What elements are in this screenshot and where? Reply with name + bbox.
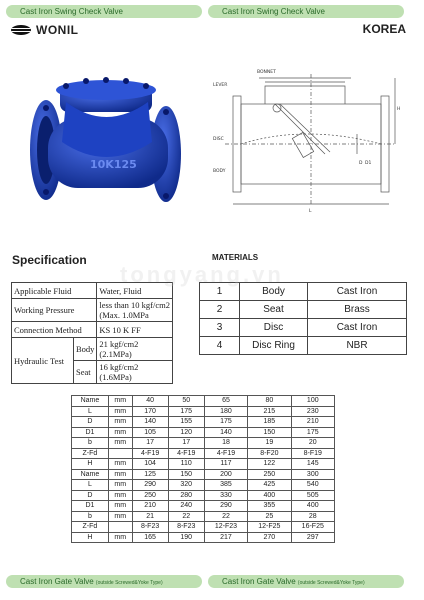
footer-tab-right: [208, 575, 404, 588]
dimensions-cell: Name: [72, 469, 109, 480]
dimensions-cell: 300: [291, 469, 334, 480]
spec-row-connection: [12, 322, 173, 338]
dimensions-cell: 165: [132, 532, 168, 543]
footer-tab-right-sub: (outside Screwed&Yoke Type): [297, 580, 365, 586]
dimensions-cell: mm: [108, 438, 132, 449]
dimensions-row: [72, 490, 335, 501]
dimensions-cell: 400: [291, 501, 334, 512]
spec-row-pressure: [12, 299, 173, 322]
valve-photo: [26, 72, 186, 212]
dimensions-cell: 355: [248, 501, 291, 512]
dimensions-cell: H: [72, 532, 109, 543]
materials-cell-part: Disc Ring: [240, 337, 308, 355]
dimensions-cell: 215: [248, 406, 291, 417]
dimensions-cell: 290: [204, 501, 247, 512]
brand-logo: [11, 23, 79, 37]
spec-cell: 16 kgf/cm2 (1.6MPa): [97, 361, 173, 384]
watermark: tongyang.vn: [120, 262, 284, 287]
dimensions-row: [72, 438, 335, 449]
dimensions-cell: 22: [204, 511, 247, 522]
dimensions-cell: D: [72, 417, 109, 428]
dimensions-cell: [108, 522, 132, 533]
header-tab-right-label: Cast Iron Swing Check Valve: [222, 7, 326, 16]
dimensions-cell: 190: [168, 532, 204, 543]
spec-cell: Connection Method: [12, 322, 97, 338]
dimensions-cell: 200: [204, 469, 247, 480]
dimensions-cell: 21: [132, 511, 168, 522]
materials-row: [200, 301, 407, 319]
dimensions-cell: mm: [108, 396, 132, 407]
dimensions-cell: mm: [108, 480, 132, 491]
dimensions-cell: 280: [168, 490, 204, 501]
dimensions-cell: mm: [108, 427, 132, 438]
country-label: KOREA: [362, 22, 406, 36]
spec-cell: Seat: [74, 361, 97, 384]
specification-heading: Specification: [12, 253, 87, 267]
dimensions-cell: 217: [204, 532, 247, 543]
dimensions-cell: 120: [168, 427, 204, 438]
dimensions-cell: b: [72, 438, 109, 449]
dimensions-cell: L: [72, 480, 109, 491]
dimensions-cell: mm: [108, 532, 132, 543]
dimensions-cell: 240: [168, 501, 204, 512]
dimensions-cell: mm: [108, 511, 132, 522]
materials-cell-no: 2: [200, 301, 240, 319]
dimensions-cell: 4-F19: [168, 448, 204, 459]
spec-cell: Water, Fluid: [97, 283, 173, 299]
dimensions-cell: 210: [132, 501, 168, 512]
dimensions-cell: 117: [204, 459, 247, 470]
label-lever: LEVER: [213, 83, 228, 88]
label-d: D: [359, 161, 363, 166]
label-bonnet: BONNET: [257, 70, 276, 75]
dimensions-cell: mm: [108, 417, 132, 428]
dimensions-cell: 12-F23: [204, 522, 247, 533]
spec-cell: Body: [74, 338, 97, 361]
dimensions-cell: 210: [291, 417, 334, 428]
dimensions-cell: 20: [291, 438, 334, 449]
spec-cell: 21 kgf/cm2 (2.1MPa): [97, 338, 173, 361]
dimensions-cell: 8-F23: [132, 522, 168, 533]
dimensions-cell: 28: [291, 511, 334, 522]
dimensions-cell: 22: [168, 511, 204, 522]
dimensions-cell: 105: [132, 427, 168, 438]
dimensions-cell: 330: [204, 490, 247, 501]
dimensions-cell: 170: [132, 406, 168, 417]
dimensions-cell: Name: [72, 396, 109, 407]
materials-cell-material: NBR: [308, 337, 407, 355]
dimensions-cell: mm: [108, 459, 132, 470]
dimensions-cell: 150: [168, 469, 204, 480]
dimensions-cell: 40: [132, 396, 168, 407]
dimensions-row: [72, 480, 335, 491]
dimensions-cell: D: [72, 490, 109, 501]
dimensions-cell: 65: [204, 396, 247, 407]
header-tab-right: [208, 5, 404, 18]
footer-tab-left-sub: (outside Screwed&Yoke Type): [95, 580, 163, 586]
materials-cell-part: Body: [240, 283, 308, 301]
dimensions-cell: 19: [248, 438, 291, 449]
valve-drawing: [205, 64, 405, 216]
dimensions-cell: 25: [248, 511, 291, 522]
dimensions-cell: 140: [204, 427, 247, 438]
dimensions-cell: 175: [291, 427, 334, 438]
dimensions-cell: 104: [132, 459, 168, 470]
dimensions-cell: 4-F19: [132, 448, 168, 459]
dimensions-cell: L: [72, 406, 109, 417]
dimensions-cell: 80: [248, 396, 291, 407]
spec-cell: KS 10 K FF: [97, 322, 173, 338]
dimensions-cell: 320: [168, 480, 204, 491]
materials-cell-no: 3: [200, 319, 240, 337]
dimensions-cell: 122: [248, 459, 291, 470]
materials-row: [200, 337, 407, 355]
label-d1: D1: [365, 161, 372, 166]
dimensions-cell: 8-F19: [291, 448, 334, 459]
specification-table: [11, 282, 173, 384]
dimensions-cell: b: [72, 511, 109, 522]
dimensions-cell: 250: [248, 469, 291, 480]
dimensions-cell: [108, 448, 132, 459]
dimensions-cell: mm: [108, 490, 132, 501]
materials-row: [200, 319, 407, 337]
dimensions-cell: 185: [248, 417, 291, 428]
dimensions-cell: 12-F25: [248, 522, 291, 533]
header-tab-left-label: Cast Iron Swing Check Valve: [20, 7, 124, 16]
spec-row-body: [12, 338, 173, 361]
dimensions-cell: 18: [204, 438, 247, 449]
dimensions-cell: 17: [168, 438, 204, 449]
dimensions-cell: 100: [291, 396, 334, 407]
materials-cell-part: Disc: [240, 319, 308, 337]
label-h: H: [397, 107, 401, 112]
materials-cell-material: Brass: [308, 301, 407, 319]
wonil-logo-icon: [11, 25, 31, 35]
dimensions-cell: D1: [72, 501, 109, 512]
spec-cell: [97, 299, 173, 322]
materials-cell-part: Seat: [240, 301, 308, 319]
spec-cell: Working Pressure: [12, 299, 97, 322]
dimensions-cell: 540: [291, 480, 334, 491]
dimensions-cell: 155: [168, 417, 204, 428]
dimensions-cell: 230: [291, 406, 334, 417]
dimensions-cell: 425: [248, 480, 291, 491]
label-l: L: [309, 209, 312, 214]
materials-cell-material: Cast Iron: [308, 319, 407, 337]
spec-cell: Hydraulic Test: [12, 338, 74, 384]
dimensions-cell: 297: [291, 532, 334, 543]
materials-cell-no: 4: [200, 337, 240, 355]
dimensions-cell: H: [72, 459, 109, 470]
materials-cell-no: 1: [200, 283, 240, 301]
dimensions-cell: 150: [248, 427, 291, 438]
dimensions-row: [72, 417, 335, 428]
dimensions-row: [72, 396, 335, 407]
dimensions-cell: 125: [132, 469, 168, 480]
label-body: BODY: [213, 169, 226, 174]
dimensions-cell: 180: [204, 406, 247, 417]
dimensions-cell: Z-Fd: [72, 522, 109, 533]
dimensions-row: [72, 448, 335, 459]
brand-name: WONIL: [36, 23, 79, 37]
materials-heading: MATERIALS: [212, 253, 259, 262]
dimensions-row: [72, 511, 335, 522]
dimensions-cell: 50: [168, 396, 204, 407]
dimensions-cell: 400: [248, 490, 291, 501]
label-disc: DISC: [213, 137, 224, 142]
footer-tab-left: [6, 575, 202, 588]
dimensions-cell: 175: [168, 406, 204, 417]
dimensions-cell: 505: [291, 490, 334, 501]
footer-tab-left-label: Cast Iron Gate Valve: [20, 577, 94, 586]
dimensions-cell: 140: [132, 417, 168, 428]
dimensions-row: [72, 501, 335, 512]
dimensions-cell: 385: [204, 480, 247, 491]
dimensions-cell: Z-Fd: [72, 448, 109, 459]
dimensions-cell: 4-F19: [204, 448, 247, 459]
dimensions-cell: D1: [72, 427, 109, 438]
dimensions-cell: mm: [108, 406, 132, 417]
dimensions-cell: 8-F23: [168, 522, 204, 533]
spec-cell: Applicable Fluid: [12, 283, 97, 299]
dimensions-cell: 250: [132, 490, 168, 501]
dimensions-cell: 16-F25: [291, 522, 334, 533]
dimensions-table: [71, 395, 335, 543]
dimensions-row: [72, 406, 335, 417]
dimensions-cell: 175: [204, 417, 247, 428]
dimensions-cell: 145: [291, 459, 334, 470]
header-tab-left: [6, 5, 202, 18]
pressure-line-1: less than 10 kgf/cm2: [99, 300, 171, 310]
dimensions-cell: 17: [132, 438, 168, 449]
dimensions-cell: 8-F20: [248, 448, 291, 459]
dimensions-cell: 110: [168, 459, 204, 470]
materials-table: [199, 282, 407, 355]
dimensions-cell: 270: [248, 532, 291, 543]
materials-cell-material: Cast Iron: [308, 283, 407, 301]
pressure-line-2: (Max. 1.0MPa: [99, 310, 149, 320]
dimensions-cell: mm: [108, 469, 132, 480]
dimensions-cell: 290: [132, 480, 168, 491]
dimensions-row: [72, 522, 335, 533]
dimensions-row: [72, 469, 335, 480]
dimensions-cell: mm: [108, 501, 132, 512]
footer-tab-right-label: Cast Iron Gate Valve: [222, 577, 296, 586]
dimensions-row: [72, 427, 335, 438]
dimensions-row: [72, 532, 335, 543]
body-mark: 10K125: [90, 158, 137, 171]
dimensions-row: [72, 459, 335, 470]
